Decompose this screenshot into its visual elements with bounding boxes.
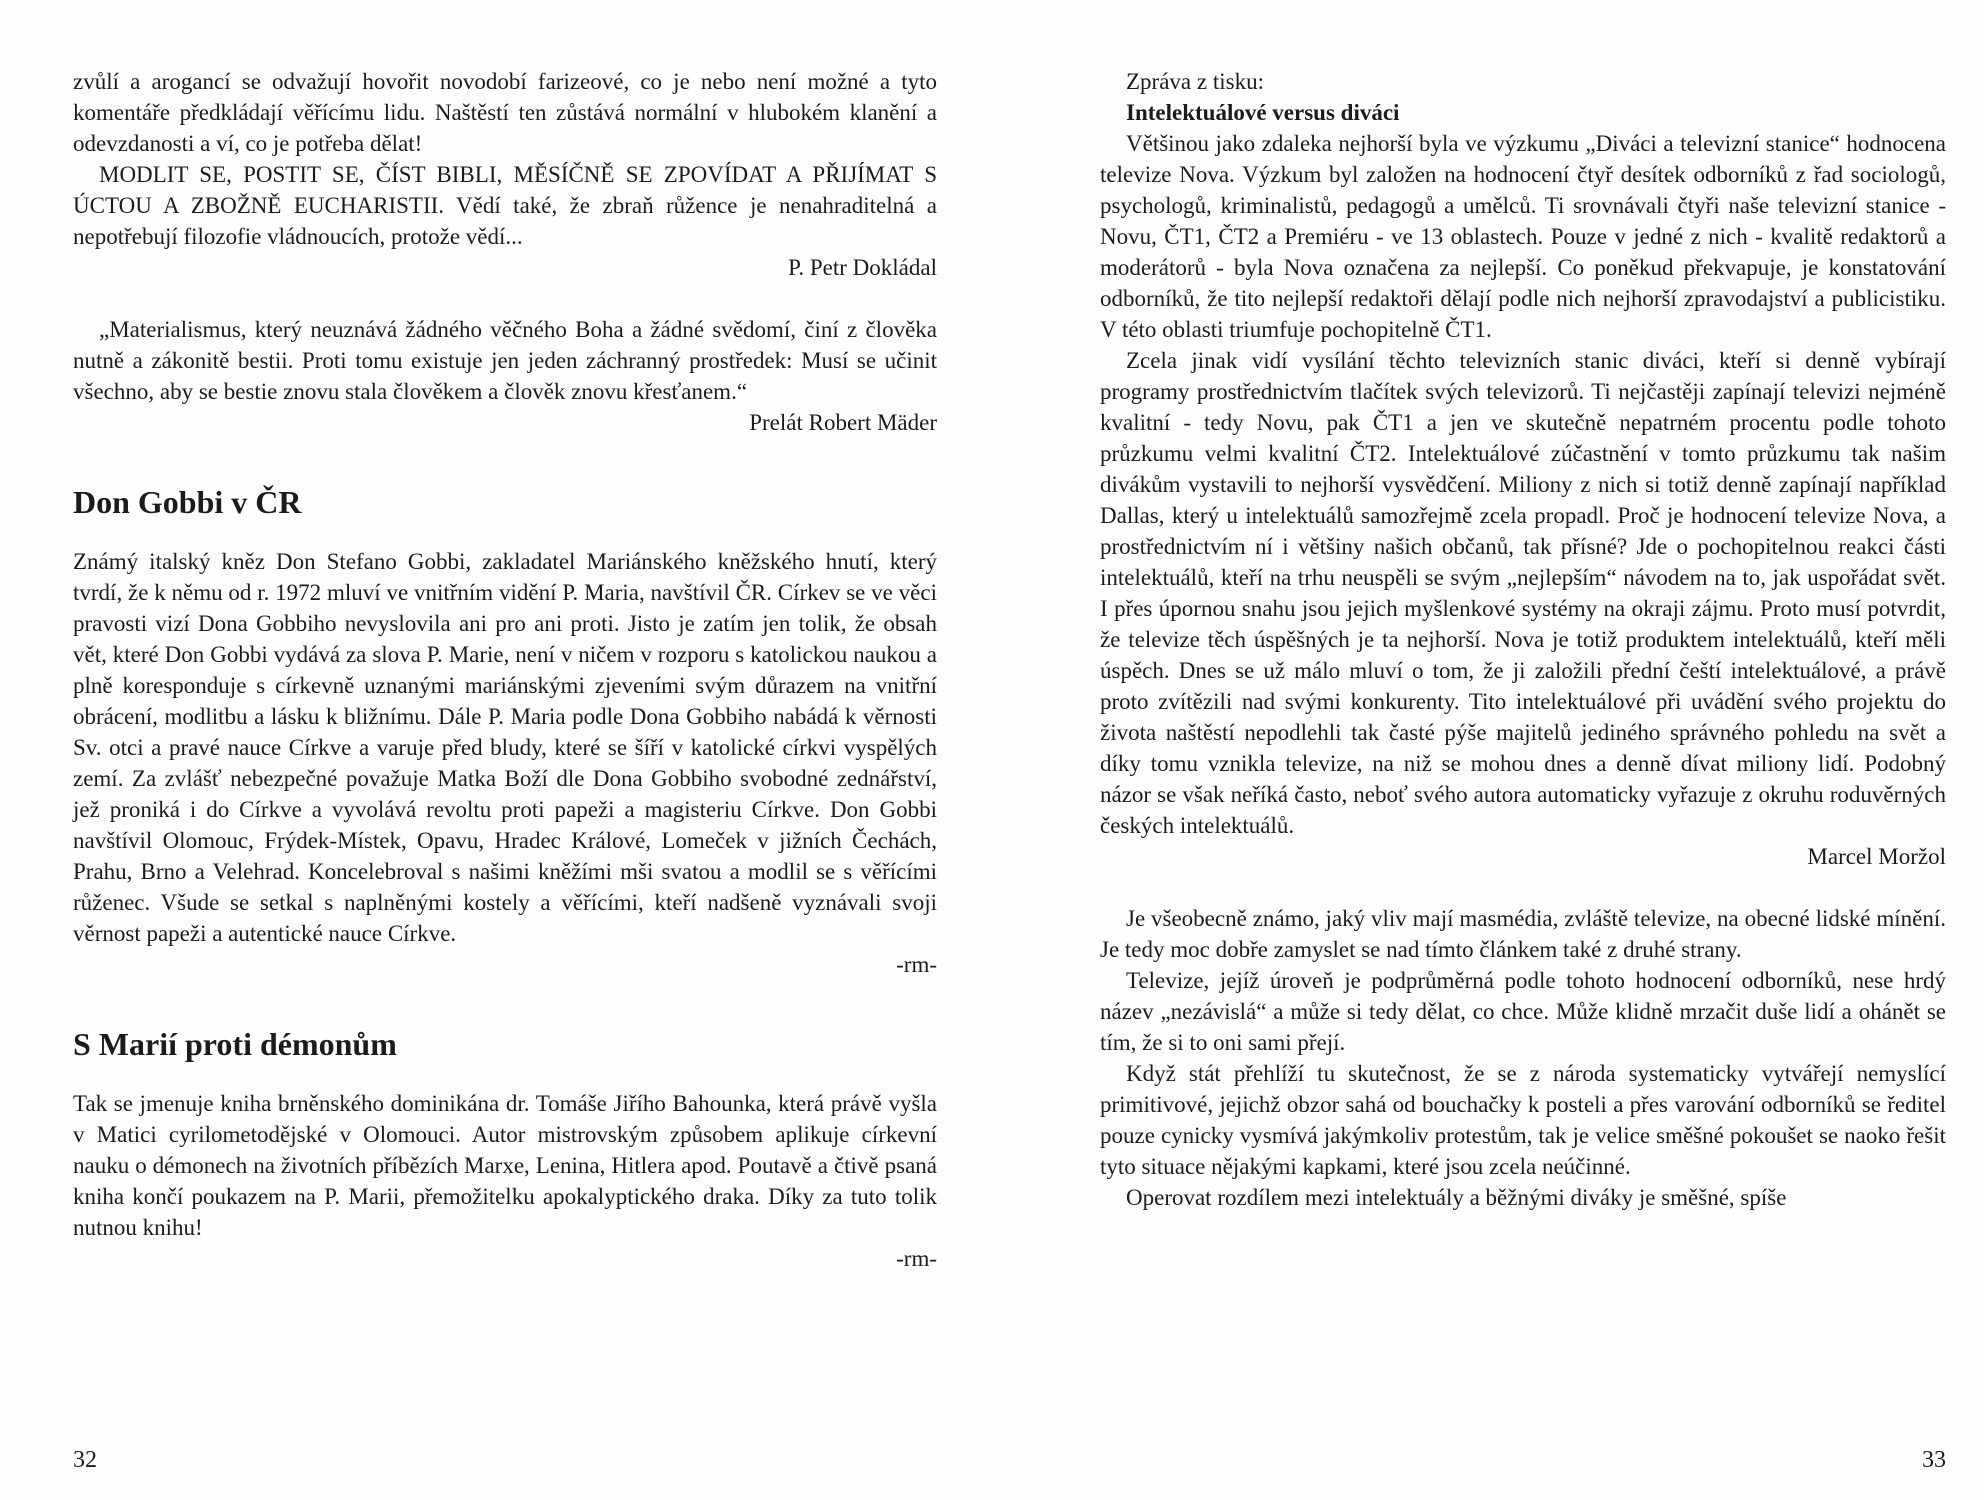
article-headline: Intelektuálové versus diváci bbox=[1126, 100, 1400, 125]
paragraph-masmedia: Je všeobecně známo, jaký vliv mají masmédia, zvláště televize, na obecné lidské mínění. Je tedy moc dobře zamyslet se nad tímto článkem také z druhé strany. bbox=[1100, 906, 1946, 962]
quote-paragraph-mader: „Materialismus, který neuznává žádného věčného Boha a žádné svědomí, činí z člověka nutně a zákonitě bestii. Proti tomu existuje jen jeden záchranný prostředek: Musí se učinit všechno, aby se bestie znovu stala člověkem a člověk znovu křesťanem.“ bbox=[73, 317, 937, 404]
paragraph-kdyz-stat: Když stát přehlíží tu skutečnost, že se z národa systematicky vytvářejí nemyslící primitivové, jejichž obzor sahá od bouchačky k posteli a přes varování odborníků se ředitel pouze cynicky vysmívá jakýmkoliv protestům, tak je velice směšné pokoušet se naoko řešit tyto situace nějakými kapkami, které jsou zcela neúčinné. bbox=[1100, 1061, 1946, 1179]
section-heading-s-marii: S Marií proti démonům bbox=[73, 1026, 397, 1062]
section-heading-don-gobbi: Don Gobbi v ČR bbox=[73, 484, 302, 520]
page-number-32: 32 bbox=[73, 1447, 97, 1473]
signature-rm-2: -rm- bbox=[896, 1246, 937, 1271]
paragraph-don-gobbi: Známý italský kněz Don Stefano Gobbi, zakladatel Mariánského kněžského hnutí, který tvrdí, že k němu od r. 1972 mluví ve vnitřním vidění P. Maria, navštívil ČR. Církev se ve věci pravosti vizí Dona Gobbiho nevyslovila ani pro ani proti. Jisto je zatím jen tolik, že obsah vět, které Don Gobbi vydává za slova P. Marie, není v ničem v rozporu s katolickou naukou a plně koresponduje s církevně uznanými mariánskými zjeveními svým důrazem na vnitřní obrácení, modlitbu a lásku k bližnímu. Dále P. Maria podle Dona Gobbiho nabádá k věrnosti Sv. otci a pravé nauce Církve a varuje před bludy, které se šíří v katolické církvi vyspělých zemí. Za zvlášť nebezpečné považuje Matka Boží dle Dona Gobbiho svobodné zednářství, jež proniká i do Církve a vyvolává revoltu proti papeži a magisteriu Církve. Don Gobbi navštívil Olomouc, Frýdek-Místek, Opavu, Hradec Králové, Lomeček v jižních Čechách, Prahu, Brno a Velehrad. Koncelebroval s našimi kněžími mši svatou a modlil se s věřícími růženec. Všude se setkal s naplněnými kostely a věřícími, kteří nadšeně vyznávali svoji věrnost papeži a autentické nauce Církve. bbox=[73, 549, 937, 946]
page-number-33: 33 bbox=[1922, 1447, 1946, 1473]
page-32 bbox=[73, 0, 937, 1500]
paragraph-modlit-se: MODLIT SE, POSTIT SE, ČÍST BIBLI, MĚSÍČNĚ SE ZPOVÍDAT A PŘIJÍMAT S ÚCTOU A ZBOŽNĚ EUCHARISTII. Vědí také, že zbraň růžence je nenahraditelná a nepotřebují filozofie vládnoucích, protože vědí... bbox=[73, 162, 937, 249]
signature-mader: Prelát Robert Mäder bbox=[749, 410, 937, 435]
paragraph-divaci: Zcela jinak vidí vysílání těchto televizních stanic diváci, kteří si denně vybírají programy prostřednictvím tlačítek svých televizorů. Ti nejčastěji zapínají televizi nejméně kvalitní - tedy Novu, pak ČT1 a jen ve skutečně nepatrném procentu podle tohoto průzkumu velmi kvalitní ČT2. Intelektuálové zúčastnění v tomto průzkumu tak našim divákům vystavili to nejhorší vysvědčení. Miliony z nich si totiž denně zapínají například Dallas, který u intelektuálů samozřejmě zcela propadl. Proč je hodnocení televize Nova, a prostřednictvím ní i většiny našich občanů, tak přísné? Jde o pochopitelnou reakci části intelektuálů, kteří na trhu neuspěli se svým „nejlepším“ návodem na to, jak uspořádat svět. I přes úpornou snahu jsou jejich myšlenkové systémy na okraji zájmu. Proto musí potvrdit, že televize těch úspěšných je ta nejhorší. Nova je totiž produktem intelektuálů, kteří měli úspěch. Dnes se už málo mluví o tom, že ji založili přední čeští intelektuálové, a právě proto zvítězili nad svými konkurenty. Tito intelektuálové při uvádění svého projektu do života naštěstí nepodlehli tak časté pýše majitelů jediného správného pohledu na svět a díky tomu vznikla televize, na niž se mohou dnes a denně dívat miliony lidí. Podobný názor se však neříká často, neboť svého autora automaticky vyřazuje z okruhu roduvěrných českých intelektuálů. bbox=[1100, 348, 1946, 838]
paragraph-vyzkum: Většinou jako zdaleka nejhorší byla ve výzkumu „Diváci a televizní stanice“ hodnocena televize Nova. Výzkum byl založen na hodnocení čtyř desítek odborníků z řad sociologů, psychologů, kriminalistů, pedagogů a umělců. Ti srovnávali čtyři naše televizní stanice - Novu, ČT1, ČT2 a Premiéru - ve 13 oblastech. Pouze v jedné z nich - kvalitě redaktorů a moderátorů - byla Nova označena za nejlepší. Co poněkud překvapuje, je konstatování odborníků, že tito nejlepší redaktoři dělají podle nich nejhorší zpravodajství a publicistiku. V této oblasti triumfuje pochopitelně ČT1. bbox=[1100, 131, 1946, 342]
paragraph-televize: Televize, jejíž úroveň je podprůměrná podle tohoto hodnocení odborníků, nese hrdý název „nezávislá“ a může si tedy dělat, co chce. Může klidně mrzačit duše lidí a ohánět se tím, že si to oni sami přejí. bbox=[1100, 968, 1946, 1055]
paragraph-continuation: zvůlí a arogancí se odvažují hovořit novodobí farizeové, co je nebo není možné a tyto komentáře předkládají věřícímu lidu. Naštěstí ten zůstává normální v hlubokém klanění a odevzdanosti a ví, co je potřeba dělat! bbox=[73, 69, 937, 156]
signature-rm-1: -rm- bbox=[896, 952, 937, 977]
page-33 bbox=[1100, 0, 1946, 1500]
paragraph-s-marii: Tak se jmenuje kniha brněnského dominikána dr. Tomáše Jiřího Bahounka, která právě vyšla v Matici cyrilometodějské v Olomouci. Autor mistrovským způsobem aplikuje církevní nauku o démonech na životních příbězích Marxe, Lenina, Hitlera apod. Poutavě a čtivě psaná kniha končí poukazem na P. Marii, přemožitelku apokalyptického draka. Díky za tuto tolik nutnou knihu! bbox=[73, 1091, 937, 1240]
kicker-zprava-z-tisku: Zpráva z tisku: bbox=[1126, 69, 1264, 94]
signature-morzol: Marcel Moržol bbox=[1807, 844, 1946, 869]
paragraph-operovat: Operovat rozdílem mezi intelektuály a běžnými diváky je směšné, spíše bbox=[1126, 1185, 1787, 1210]
signature-dokladal: P. Petr Dokládal bbox=[788, 255, 937, 280]
